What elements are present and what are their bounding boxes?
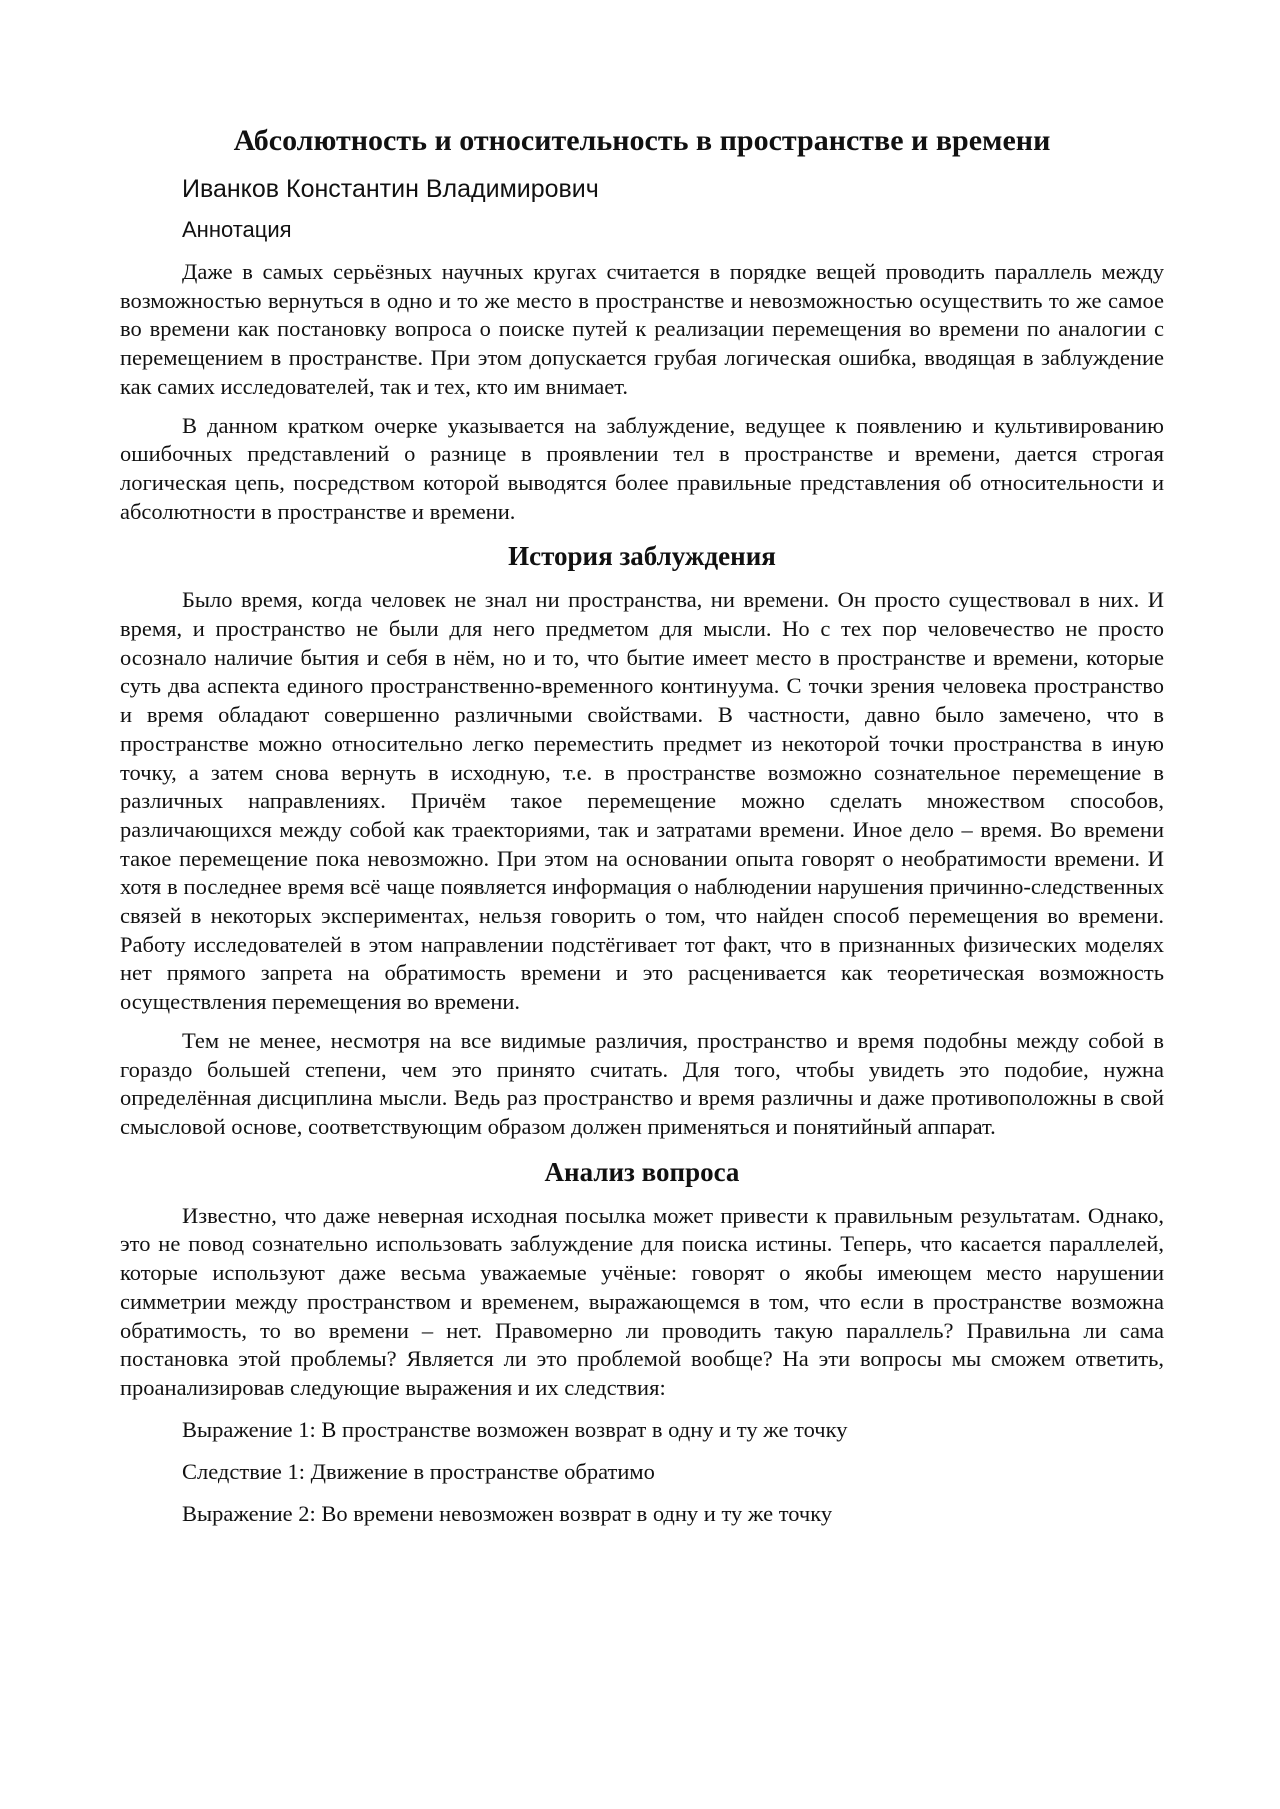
annotation-paragraph: В данном кратком очерке указывается на заблуждение, ведущее к появлению и культивированию ошибочных представлений о разнице в проявлении тел в пространстве и времени, дается строгая логическая цепь, посредством которой выводятся более правильные представления об относительности и абсолютности в пространстве и времени. — [120, 412, 1164, 524]
author-name: Иванков Константин Владимирович — [182, 175, 599, 203]
annotation-label: Аннотация — [182, 217, 292, 242]
statement-expression-2: Выражение 2: Во времени невозможен возврат в одну и ту же точку — [182, 1500, 833, 1526]
section-heading-history: История заблуждения — [508, 541, 776, 572]
body-paragraph: Было время, когда человек не знал ни пространства, ни времени. Он просто существовал в них. И время, и пространство не были для него предметом для мысли. Но с тех пор человечество не просто осознало наличие бытия и себя в нём, но и то, что бытие имеет место в пространстве и времени, которые суть два аспекта единого пространственно-временного континуума. С точки зрения человека пространство и время обладают совершенно различными свойствами. В частности, давно было замечено, что в пространстве можно относительно легко переместить предмет из некоторой точки пространства в иную точку, а затем снова вернуть в исходную, т.е. в пространстве возможно сознательное перемещение в различных направлениях. Причём такое перемещение можно сделать множеством способов, различающихся между собой как траекториями, так и затратами времени. Иное дело – время. Во времени такое перемещение пока невозможно. При этом на основании опыта говорят о необратимости времени. И хотя в последнее время всё чаще появляется информация о наблюдении нарушения причинно-следственных связей в некоторых экспериментах, нельзя говорить о том, что найден способ перемещения во времени. Работу исследователей в этом направлении подстёгивает тот факт, что в признанных физических моделях нет прямого запрета на обратимость времени и это расценивается как теоретическая возможность осуществления перемещения во времени. — [120, 587, 1164, 1015]
document-title: Абсолютность и относительность в пространстве и времени — [233, 124, 1051, 157]
section-heading-analysis: Анализ вопроса — [544, 1156, 740, 1187]
body-paragraph: Известно, что даже неверная исходная посылка может привести к правильным результатам. Однако, это не повод сознательно использовать заблуждение для поиска истины. Теперь, что касается параллелей, которые используют даже весьма уважаемые учёные: говорят о якобы имеющем место нарушении симметрии между пространством и временем, выражающемся в том, что если в пространстве возможна обратимость, то во времени – нет. Правомерно ли проводить такую параллель? Правильна ли сама постановка этой проблемы? Является ли это проблемой вообще? На эти вопросы мы сможем ответить, проанализировав следующие выражения и их следствия: — [120, 1202, 1164, 1400]
annotation-paragraph: Даже в самых серьёзных научных кругах считается в порядке вещей проводить параллель между возможностью вернуться в одно и то же место в пространстве и невозможностью осуществить то же самое во времени как постановку вопроса о поиске путей к реализации перемещения во времени по аналогии с перемещением в пространстве. При этом допускается грубая логическая ошибка, вводящая в заблуждение как самих исследователей, так и тех, кто им внимает. — [120, 259, 1164, 399]
statement-consequence-1: Следствие 1: Движение в пространстве обратимо — [182, 1458, 655, 1484]
body-paragraph: Тем не менее, несмотря на все видимые различия, пространство и время подобны между собой в гораздо большей степени, чем это принято считать. Для того, чтобы увидеть это подобие, нужна определённая дисциплина мысли. Ведь раз пространство и время различны и даже противоположны в свой смысловой основе, соответствующим образом должен применяться и понятийный аппарат. — [120, 1027, 1164, 1139]
statement-expression-1: Выражение 1: В пространстве возможен возврат в одну и ту же точку — [182, 1416, 848, 1442]
